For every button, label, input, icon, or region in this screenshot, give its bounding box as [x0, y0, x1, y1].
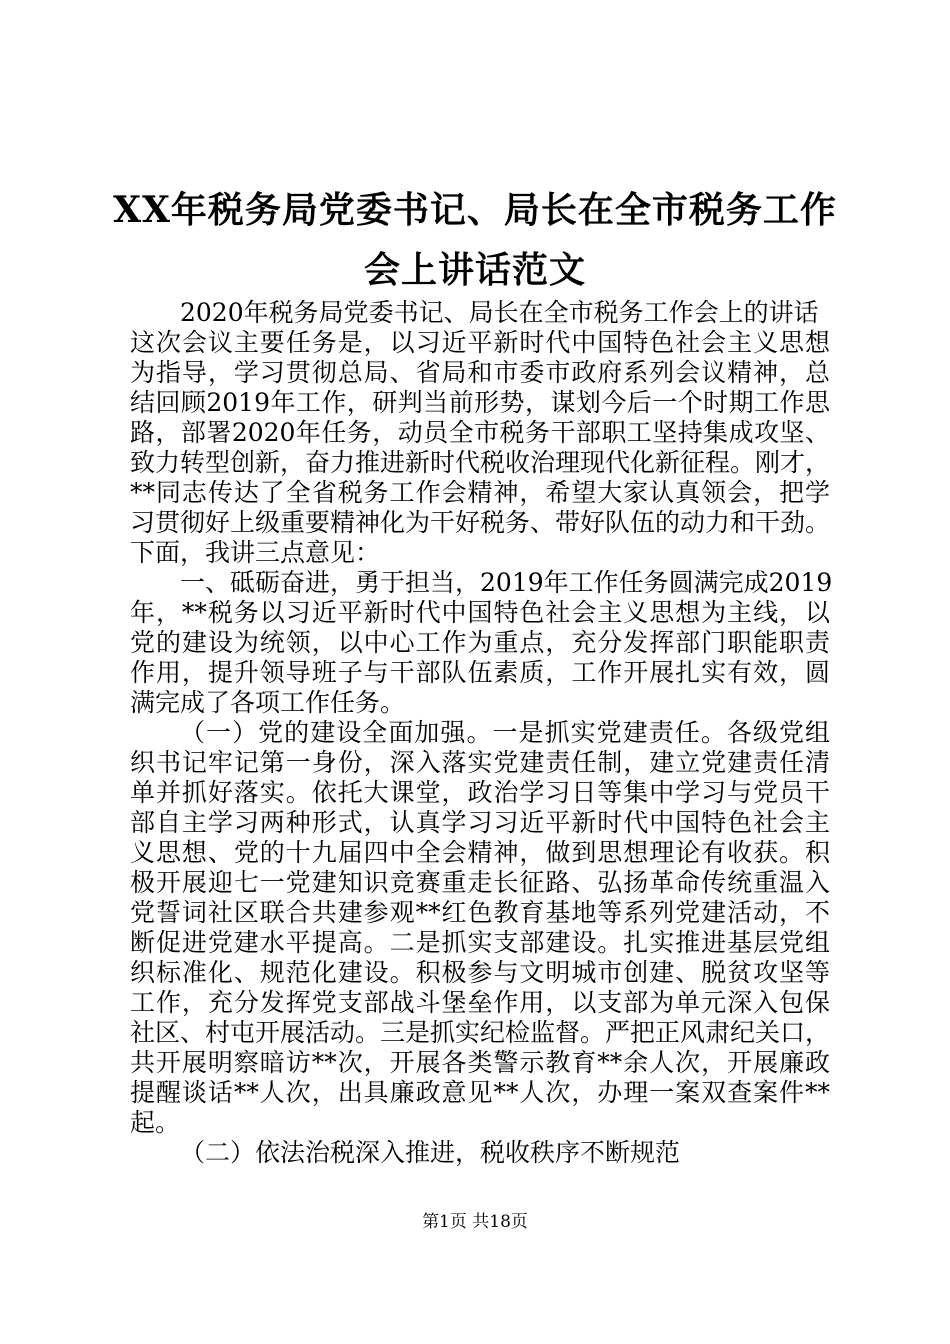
body-line: 部自主学习两种形式，认真学习习近平新时代中国特色社会主 — [130, 808, 830, 837]
body-line: 社区、村屯开展活动。三是抓实纪检监督。严把正风肃纪关口， — [130, 1018, 831, 1047]
body-line: 工作，充分发挥党支部战斗堡垒作用，以支部为单元深入包保 — [130, 988, 830, 1017]
body-line: 为指导，学习贯彻总局、省局和市委市政府系列会议精神，总 — [130, 358, 830, 387]
body-line: 这次会议主要任务是，以习近平新时代中国特色社会主义思想 — [130, 328, 830, 357]
body-line: 党的建设为统领，以中心工作为重点，充分发挥部门职能职责 — [130, 628, 830, 657]
document-title-line-1: XX年税务局党委书记、局长在全市税务工作 — [113, 189, 837, 231]
body-line: 织书记牢记第一身份，深入落实党建责任制，建立党建责任清 — [130, 748, 830, 777]
body-line: **同志传达了全省税务工作会精神，希望大家认真领会，把学 — [130, 478, 830, 507]
page-number: 第1页 共18页 — [422, 1212, 528, 1232]
body-line: 起。 — [130, 1108, 181, 1137]
body-line: 共开展明察暗访**次，开展各类警示教育**余人次，开展廉政 — [130, 1048, 830, 1077]
body-line: 满完成了各项工作任务。 — [130, 688, 406, 717]
body-line: 下面，我讲三点意见： — [130, 538, 381, 567]
body-line: 义思想、党的十九届四中全会精神，做到思想理论有收获。积 — [130, 838, 830, 867]
body-line: 习贯彻好上级重要精神化为干好税务、带好队伍的动力和干劲。 — [130, 508, 831, 537]
body-line: （二）依法治税深入推进，税收秩序不断规范 — [180, 1138, 681, 1167]
body-line: 路，部署2020年任务，动员全市税务干部职工坚持集成攻坚、 — [130, 418, 830, 447]
document-title-line-2: 会上讲话范文 — [363, 249, 586, 291]
body-line: 单并抓好落实。依托大课堂，政治学习日等集中学习与党员干 — [130, 778, 830, 807]
body-line: 致力转型创新，奋力推进新时代税收治理现代化新征程。刚才， — [130, 448, 831, 477]
body-line: 织标准化、规范化建设。积极参与文明城市创建、脱贫攻坚等 — [130, 958, 830, 987]
body-line: 结回顾2019年工作，研判当前形势，谋划今后一个时期工作思 — [130, 388, 830, 417]
body-line: 党誓词社区联合共建参观**红色教育基地等系列党建活动，不 — [130, 898, 830, 927]
body-line: 年，**税务以习近平新时代中国特色社会主义思想为主线，以 — [130, 598, 830, 627]
body-line: （一）党的建设全面加强。一是抓实党建责任。各级党组 — [180, 718, 830, 747]
body-line: 作用，提升领导班子与干部队伍素质，工作开展扎实有效，圆 — [130, 658, 830, 687]
body-line: 2020年税务局党委书记、局长在全市税务工作会上的讲话 — [180, 298, 819, 327]
body-line: 一、砥砺奋进，勇于担当，2019年工作任务圆满完成2019 — [180, 568, 833, 597]
body-line: 极开展迎七一党建知识竞赛重走长征路、弘扬革命传统重温入 — [130, 868, 830, 897]
body-line: 提醒谈话**人次，出具廉政意见**人次，办理一案双查案件** — [130, 1078, 830, 1107]
body-line: 断促进党建水平提高。二是抓实支部建设。扎实推进基层党组 — [130, 928, 830, 957]
